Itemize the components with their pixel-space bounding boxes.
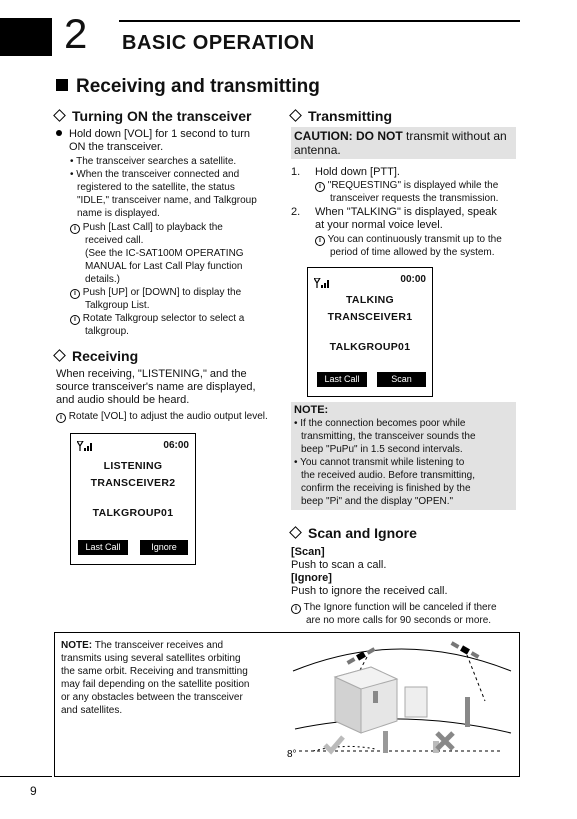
- chapter-title: BASIC OPERATION: [122, 32, 315, 54]
- signal-strength-icon: [314, 275, 330, 293]
- elevation-angle-label: 8°: [287, 749, 297, 760]
- satellite-obstacle-illustration: [285, 637, 517, 773]
- transmitting-heading: Transmitting: [288, 108, 392, 124]
- satellite-note-text: NOTE: The transceiver receives and transmits using several satellites orbiting the same orbit. Receiving and transmitting may fail depending on the satellite position or any obstacles between the transceiver and satellites.: [61, 640, 250, 716]
- receiving-display-screen: [70, 433, 196, 565]
- transmitting-display-screen: [307, 267, 433, 397]
- status-line: TALKING: [346, 294, 394, 306]
- info-icon: i: [70, 224, 80, 234]
- transmit-step-1: 1. Hold down [PTT].: [291, 166, 400, 178]
- check-mark-icon: [325, 737, 343, 751]
- chapter-number: 2: [64, 10, 88, 57]
- info-icon: i: [291, 604, 301, 614]
- last-call-softkey[interactable]: Last Call: [78, 540, 128, 555]
- talkgroup-name: TALKGROUP01: [92, 507, 174, 519]
- turning-on-notes: i Push [Last Call] to playback the received call. (See the IC-SAT100M OPERATING MANUAL for Last Call Play function details.) i Push [UP] or [DOWN] to display the Talkgroup List. i Rotate Talkgroup selector to select a talkgroup.: [70, 221, 290, 338]
- clock-display: 06:00: [163, 440, 189, 451]
- diamond-icon: [53, 109, 66, 122]
- building-obstacle: [335, 667, 427, 733]
- info-icon: i: [70, 315, 80, 325]
- ignore-softkey[interactable]: Ignore: [140, 540, 188, 555]
- diamond-icon: [289, 109, 302, 122]
- transmit-step-2: 2. When "TALKING" is displayed, speak at your normal voice level.: [291, 206, 497, 231]
- status-line: LISTENING: [103, 460, 163, 472]
- diamond-icon: [289, 526, 302, 539]
- scan-ignore-note: i The Ignore function will be canceled if there are no more calls for 90 seconds or more.: [291, 601, 523, 627]
- info-icon: i: [315, 236, 325, 246]
- clock-display: 00:00: [400, 274, 426, 285]
- caution-box: CAUTION: DO NOT transmit without an antenna.: [291, 127, 516, 159]
- satellite-note-box: [54, 632, 520, 777]
- transmit-step-1-note: i "REQUESTING" is displayed while the transceiver requests the transmission.: [315, 179, 525, 205]
- receiving-body: When receiving, "LISTENING," and the source transceiver's name are displayed, and audio should be heard.: [56, 368, 256, 406]
- transceiver-name: TRANSCEIVER2: [90, 477, 176, 489]
- section-title: Receiving and transmitting: [56, 76, 320, 98]
- turning-on-bullets: • The transceiver searches a satellite. • When the transceiver connected and registered to the satellite, the status "IDLE," transceiver name, and Talkgroup name is displayed.: [70, 156, 257, 219]
- scan-ignore-body: [Scan] Push to scan a call. [Ignore] Push to ignore the received call.: [291, 546, 448, 597]
- transmit-step-2-note: i You can continuously transmit up to the period of time allowed by the system.: [315, 233, 525, 259]
- signal-strength-icon: [77, 441, 93, 454]
- transceiver-name: TRANSCEIVER1: [327, 311, 413, 323]
- receiving-heading: Receiving: [52, 348, 138, 364]
- turning-on-step: Hold down [VOL] for 1 second to turn ON the transceiver.: [56, 128, 286, 154]
- scan-softkey[interactable]: Scan: [377, 372, 426, 387]
- cross-mark-icon: [437, 733, 453, 749]
- footer-rule: [0, 776, 52, 777]
- square-bullet-icon: [56, 79, 68, 91]
- transmit-note-box: NOTE: • If the connection becomes poor while transmitting, the transceiver sounds the beep "PuPu" in 1.5 second intervals. • You cannot transmit while listening to the received audio. Before transmitting, confirm the receiving is finished by the beep "Pi" and the display "OPEN.": [291, 402, 516, 510]
- chapter-rule: [119, 20, 520, 22]
- scan-ignore-heading: Scan and Ignore: [288, 525, 417, 541]
- page-number: 9: [30, 784, 37, 798]
- turning-on-heading: Turning ON the transceiver: [52, 108, 251, 124]
- round-bullet-icon: [56, 130, 62, 136]
- info-icon: i: [70, 289, 80, 299]
- satellite-icon-left: [347, 647, 376, 664]
- talkgroup-name: TALKGROUP01: [329, 341, 411, 353]
- info-icon: i: [315, 182, 325, 192]
- info-icon: i: [56, 413, 66, 423]
- last-call-softkey[interactable]: Last Call: [317, 372, 367, 387]
- diamond-icon: [53, 349, 66, 362]
- receiving-note: i Rotate [VOL] to adjust the audio output level.: [56, 410, 296, 423]
- chapter-tab-block: [0, 18, 52, 56]
